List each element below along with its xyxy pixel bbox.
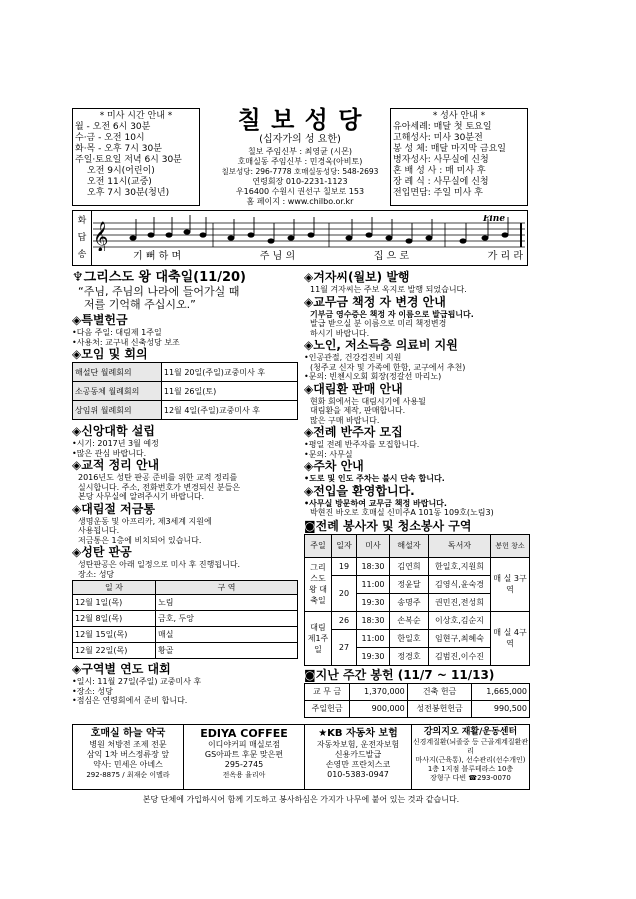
sacrament-line: 전입면담: 주일 미사 후 <box>393 188 483 198</box>
meetings-title: ◈모임 및 회의 <box>72 347 148 361</box>
hymn-strip <box>72 210 528 266</box>
sacrament-line: 혼 배 성 사 : 매 미사 후 <box>393 166 486 176</box>
christmas-confession-title: ◈성탄 판공 <box>72 545 132 559</box>
faith-college-title: ◈신앙대학 설립 <box>72 424 155 438</box>
wreath-line: 대림환을 제작, 판매합니다. <box>310 406 406 415</box>
district-line: •장소: 성당 <box>72 686 113 696</box>
accompanist-line: •평일 전례 반주자를 모집합니다. <box>304 440 420 449</box>
star-icon: ★ <box>318 728 328 739</box>
newsletter-title: ◈겨자씨(월보) 발행 <box>304 270 410 284</box>
advent-bank-line: 저금통은 1층에 비치되어 있습니다. <box>78 535 202 545</box>
sacrament-line: 병자성사: 사무실에 신청 <box>393 155 489 165</box>
feast-quote: “주님, 주님의 나라에 들어가실 때 저를 기억해 주십시오.” <box>78 285 240 311</box>
pledge-line: 하시기 바랍니다. <box>310 328 370 338</box>
mass-time-line: 오전 11시(교중) <box>87 177 152 187</box>
advent-bank-line: 사용됩니다. <box>78 526 120 535</box>
parking-title: ◈주차 안내 <box>304 459 364 473</box>
right-column <box>304 270 530 718</box>
advent-bank-line: 생명운동 및 아프리카, 제3세계 지원에 <box>78 516 212 526</box>
wreath-sale-title: ◈대림환 판매 안내 <box>304 381 403 396</box>
notes <box>130 229 509 243</box>
district-title: ◈구역별 연도 대회 <box>72 662 171 676</box>
offering-table: 교 무 금 1,370,000 건축 헌금 1,665,000 주일헌금 900,000 성전봉헌헌금 990,500 <box>304 683 530 718</box>
mass-time-line: 월 - 오전 6시 30분 <box>75 122 151 132</box>
feast-title: ♆그리스도 왕 대축일(11/20) <box>72 270 246 285</box>
accompanist-title: ◈전례 반주자 모집 <box>304 425 403 439</box>
faith-college-line: •많은 관심 바랍니다. <box>72 448 147 458</box>
registry-line: 2016년도 성탄 판공 준비를 위한 교적 정리를 <box>78 473 238 482</box>
website-link[interactable]: 홈 페이지 : www.chilbo.or.kr <box>246 197 354 206</box>
footer-text: 본당 단체에 가입하시어 함께 기도하고 봉사하심은 가지가 나무에 붙어 있는 것과 같습니다. <box>142 795 460 804</box>
ad-rehab[interactable]: 강의지오 재활/운동센터 신경계질환(뇌졸중 등 근골계계질환관리 마사지(근육통), 선수관리(선수개인) 1층 1지점 블루테라스 10층 장형구 다빈 ☎293-0070 <box>412 727 529 782</box>
fine-mark: Fine <box>483 215 506 224</box>
medical-line: •문의: 빈첸시오회 회장(정갈선 마리노) <box>304 372 442 381</box>
medical-support-title: ◈노인, 저소득층 의료비 지원 <box>304 338 458 352</box>
church-subtitle: (십자가의 성 요한) <box>259 134 341 145</box>
medical-line: (청주교 신자 및 가족에 한함, 교구에서 추천) <box>310 362 466 372</box>
special-offering-title: ◈특별헌금 <box>72 313 128 327</box>
welcome-title: ◈전입을 환영합니다. <box>304 483 415 498</box>
ad-insurance[interactable]: ★KB 자동차 보험 자동차보험, 운전자보험 신용카드발급 손영만 프란치스코 010-5383-0947 <box>305 725 412 789</box>
wreath-line: 현화 회에서는 대림시기에 사용될 <box>310 396 426 406</box>
district-line: •점심은 연령회에서 준비 합니다. <box>72 696 188 705</box>
confession-table: 일 자 구 역 12월 1일(목) 노림 12월 8일(목) 금호, 두앙 12월 15일(목) 매실 12월 22일(목) 황골 <box>72 580 298 659</box>
mass-time-line: 화·목 - 오후 7시 30분 <box>75 144 162 154</box>
confession-line: 성탄판공은 아래 일정으로 미사 후 진행됩니다. <box>78 560 241 569</box>
church-name: 칠 보 성 당 <box>237 105 363 134</box>
pledge-change-title: ◈교무금 책정 자 변경 안내 <box>304 294 446 309</box>
special-offering-line: •다음 주일: 대림제 1주일 <box>72 328 162 337</box>
meetings-table: 해설단 월례회의 11월 20일(주일)교중미사 후 소공동체 월례회의 11월 26일(토) 상임위 월례회의 12월 4일(주일)교중미사 후 <box>72 362 298 420</box>
welcome-line: 박현진 바오로 호매실 신미주A 101동 109호(노림3) <box>310 508 494 517</box>
phone-line: 칠보성당: 296-7778 호매실동성당: 548-2693 <box>221 167 379 176</box>
funeral-phone: 연령회장 010-2231-1123 <box>252 177 348 186</box>
confession-line: 장소: 성당 <box>78 569 115 579</box>
left-column <box>72 270 300 706</box>
registry-line: 본당 사무실에 알려주시기 바랍니다. <box>78 492 205 501</box>
hymn-label: 화 답 송 <box>77 216 87 260</box>
welcome-line: •사무실 방문하여 교무금 책정 바랍니다. <box>304 498 447 508</box>
ad-coffee[interactable]: EDIYA COFFEE 이디야커피 매실로점 GS아파트 후문 맞은편 295-2745 전옥용 율리아 <box>184 725 305 789</box>
sacrament-line: 유아세례: 매달 첫 토요일 <box>393 122 492 132</box>
medical-line: •인공관절, 건강검진비 지원 <box>304 353 402 362</box>
pastor-line: 칠보 주임신부 : 최영균 (시몬) <box>247 147 353 156</box>
mass-time-line: 오후 7시 30분(청년) <box>87 188 170 198</box>
mass-time-line: 주일·토요일 저녁 6시 30분 <box>75 155 182 165</box>
sacrament-line: 봉 성 체: 매달 마지막 금요일 <box>393 144 506 154</box>
offering-title: ◙지난 주간 봉헌 (11/7 ~ 11/13) <box>304 667 495 682</box>
mass-time-line: 수·금 - 오전 10시 <box>75 133 145 143</box>
sacrament-line: 고해성사: 미사 30분전 <box>393 133 483 143</box>
mass-times-box <box>72 108 200 206</box>
pledge-line: 기부금 영수증은 책정 자 이름으로 발급됩니다. <box>310 309 474 319</box>
assistant-line: 호매실동 주임신부 : 민경욱(아비토) <box>237 157 363 166</box>
address-line: 우16400 수원시 권선구 칠보로 153 <box>235 187 365 196</box>
newsletter-line: 11월 겨자씨는 주보 옥지로 발행 되었습니다. <box>310 285 467 294</box>
faith-college-line: •시기: 2017년 3월 예정 <box>72 439 159 448</box>
advent-bank-title: ◈대림절 저금통 <box>72 501 155 516</box>
parking-line: •도로 및 인도 주차는 불시 단속 합니다. <box>304 474 445 483</box>
sacraments-title: * 성사 안내 * <box>432 111 486 121</box>
accompanist-line: •문의: 사무실 <box>304 449 353 459</box>
ad-pharmacy[interactable]: 호매실 하늘 약국 병원 처방전 조제 전문 삼익 1차 버스정류장 앞 약사: 민세은 아녜스 292-8875 / 최재순 이멜라 <box>73 725 184 789</box>
sacraments-box <box>390 108 528 206</box>
church-header <box>202 106 398 210</box>
pledge-line: 발급 받으실 분 이름으로 미리 책정변경 <box>310 319 447 328</box>
sacrament-line: 장 례 식 : 사무실에 신청 <box>393 177 489 187</box>
ads-row <box>72 724 530 790</box>
mass-time-line: 오전 9시(어린이) <box>87 166 155 176</box>
wreath-line: 많은 구매 바랍니다. <box>310 415 380 425</box>
music-staff <box>93 215 525 251</box>
special-offering-line: •사용처: 교구내 신축성당 보조 <box>72 337 180 347</box>
registry-line: 실시합니다. 주소, 전화번호가 변경되신 분들은 <box>78 482 241 492</box>
servers-title: ◙전례 봉사자 및 청소봉사 구역 <box>304 518 472 533</box>
mass-times-title: * 미사 시간 안내 * <box>99 111 173 121</box>
servers-table: 주일 일자 미사 해설자 독서자 봉헌 창소 그리스도왕 대축일 19 18:30 김연희 한일호,지원희 매 실 3구역 20 11:00 정윤달 김영식,윤숙경 19:30 송명주 권민진,전성희 대림 제1주일 26 18:30 손복순 이상호,김순지 매 실 4구역 27 11:00 한일호 임현구,최혜숙 19:30 정경호 김범진,이수진 <box>304 534 530 666</box>
hymn-lyrics: 기 뻐 하 며 주 님 의 집 으 로 가 리 라 <box>133 251 523 262</box>
treble-clef-icon: 𝄞 <box>93 222 109 251</box>
registry-title: ◈교적 정리 안내 <box>72 458 160 472</box>
district-line: •일시: 11월 27일(주일) 교중미사 후 <box>72 677 202 686</box>
